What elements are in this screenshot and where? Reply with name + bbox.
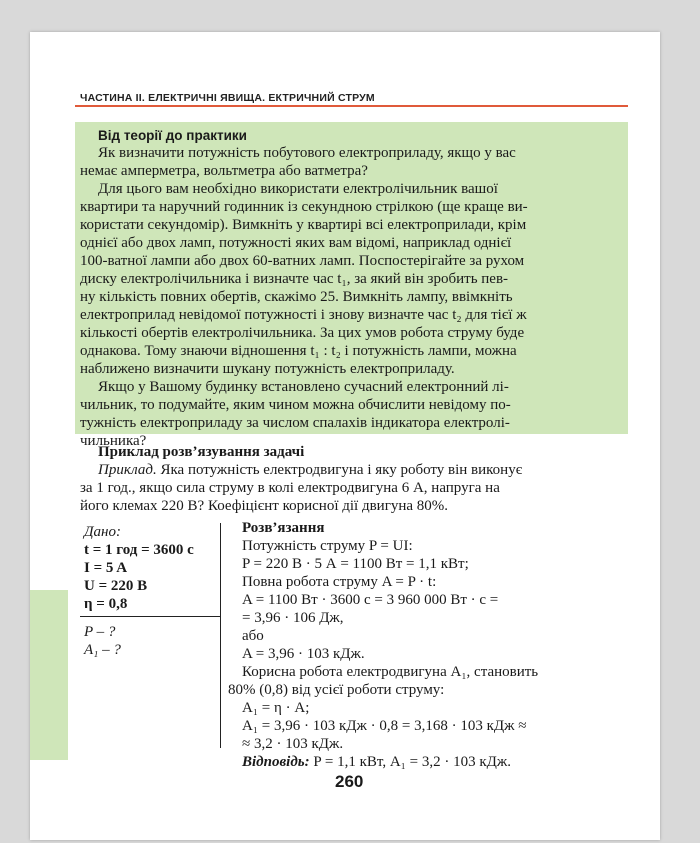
solution-line: A₁ = 3,96 · 103 кДж · 0,8 = 3,168 · 103 кДж ≈ [242,718,527,734]
example-line: його клемах 220 В? Коефіцієнт корисної дії двигуна 80%. [80,498,449,514]
theory-line: кількості обертів електролічильника. За цих умов робота струму буде [80,325,525,341]
given-item: I = 5 A [84,560,128,576]
theory-line: квартири та наручний годинник із секундною стрілкою (ще краще ви- [80,199,528,215]
solution-line: = 3,96 · 106 Дж, [242,610,344,626]
theory-line: Для цього вам необхідно використати електролічильник вашої [98,181,498,197]
solution-line: Корисна робота електродвигуна A₁, становить [242,664,539,680]
unknown-item: P – ? [84,624,116,640]
solution-line: ≈ 3,2 · 103 кДж. [242,736,344,752]
answer-label: Відповідь: [242,754,310,770]
solution-line: A = 3,96 · 103 кДж. [242,646,365,662]
unknown-item: A₁ – ? [84,642,121,658]
theory-line: чильника? [80,433,147,449]
theory-line: диску електролічильника і визначте час t₁, за який він зробить пев- [80,271,509,287]
given-divider-horizontal [80,616,220,617]
solution-line: A = 1100 Вт · 3600 с = 3 960 000 Вт · с = [242,592,499,608]
running-header: ЧАСТИНА II. ЕЛЕКТРИЧНІ ЯВИЩА. ЕКТРИЧНИЙ СТРУМ [80,92,375,104]
solution-line: 80% (0,8) від усієї роботи струму: [228,682,445,698]
theory-line: користати секундомір). Вимкніть у квартирі всі електроприлади, крім [80,217,527,233]
theory-line: немає амперметра, вольтметра або ватметра? [80,163,368,179]
page-number: 260 [335,772,364,791]
example-first-line [98,461,522,479]
solution-line: або [242,628,264,644]
given-title: Дано: [84,524,121,540]
example-label: Приклад. [98,462,157,478]
theory-title: Від теорії до практики [98,128,247,143]
theory-line: Якщо у Вашому будинку встановлено сучасний електронний лі- [98,379,509,395]
theory-line: наближено визначити шукану потужність електроприладу. [80,361,455,377]
example-line: Яка потужність електродвигуна і яку роботу він виконує [160,462,523,478]
solution-title: Розв’язання [242,520,325,536]
solution-line: P = 220 В · 5 А = 1100 Вт = 1,1 кВт; [242,556,469,572]
given-item: U = 220 В [84,578,148,594]
example-title: Приклад розв’язування задачі [98,444,305,460]
given-item: t = 1 год = 3600 с [84,542,194,558]
theory-line: ну кількість повних обертів, скажімо 25. Вимкніть лампу, ввімкніть [80,289,513,305]
answer-text: P = 1,1 кВт, A₁ = 3,2 · 103 кДж. [313,754,511,770]
given-divider-vertical [220,523,221,748]
solution-line: A₁ = η · A; [242,700,310,716]
theory-line: тужність електроприладу за числом спалахів індикатора електролі- [80,415,510,431]
theory-line: Як визначити потужність побутового електроприладу, якщо у вас [98,145,516,161]
answer-line [242,753,511,771]
theory-line: однакова. Тому знаючи відношення t₁ : t₂ і потужність лампи, можна [80,343,517,359]
solution-line: Потужність струму P = UI: [242,538,413,554]
example-line: за 1 год., якщо сила струму в колі електродвигуна 6 А, напруга на [80,480,500,496]
margin-color-band [30,590,68,760]
given-item: η = 0,8 [84,596,128,612]
theory-line: однієї або двох ламп, потужності яких вам відомі, наприклад однієї [80,235,512,251]
theory-line: чильник, то подумайте, яким чином можна обчислити невідому по- [80,397,511,413]
header-rule [75,105,628,107]
theory-line: електроприлад невідомої потужності і знову визначте час t₂ для тієї ж [80,307,527,323]
solution-line: Повна робота струму A = P · t: [242,574,437,590]
theory-line: 100-ватної лампи або двох 60-ватних ламп. Поспостерігайте за рухом [80,253,525,269]
